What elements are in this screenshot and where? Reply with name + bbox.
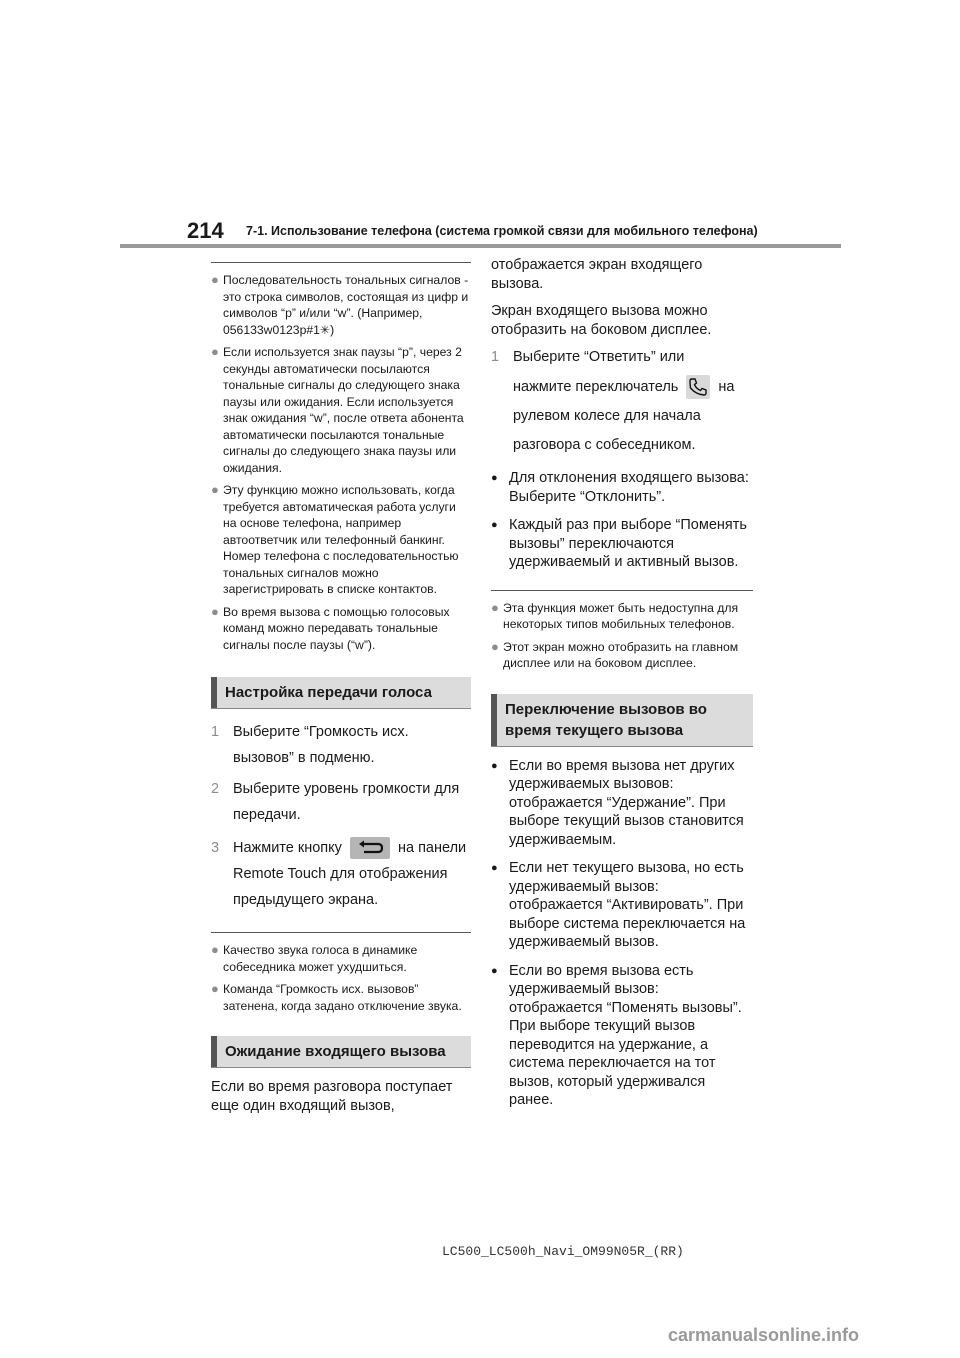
step-number: 2 xyxy=(211,781,220,797)
note-text: Эта функция может быть недоступна для некоторых типов мобильных телефонов. xyxy=(503,600,739,631)
bullet-dot-icon: ● xyxy=(491,964,498,977)
right-column xyxy=(491,256,753,1110)
bullet-item xyxy=(491,469,753,506)
left-column xyxy=(211,256,471,1116)
paragraph: отображается экран входящего вызова. xyxy=(491,257,703,292)
step-text: на xyxy=(718,378,735,395)
section-heading-call-waiting: Ожидание входящего вызова xyxy=(211,1036,471,1067)
step-text: предыдущего экрана. xyxy=(233,892,379,908)
step-item-continued xyxy=(211,863,471,886)
note-item xyxy=(211,604,471,654)
note-dot-icon: ● xyxy=(211,344,219,359)
bullet-item xyxy=(491,516,753,572)
bullet-item xyxy=(491,859,753,952)
section-heading-voice-transmission: Настройка передачи голоса xyxy=(211,677,471,708)
step-item-continued xyxy=(211,804,471,827)
note-item xyxy=(491,639,753,672)
note-item xyxy=(211,482,471,598)
note-text: Во время вызова с помощью голосовых команд можно передавать тональные сигналы после паузы (“w”). xyxy=(223,604,450,652)
return-arrow-icon xyxy=(350,837,390,859)
step-item-continued xyxy=(491,434,753,457)
section-underline xyxy=(211,1067,471,1068)
step-item xyxy=(491,346,753,369)
note-item xyxy=(211,942,471,975)
step-item-continued xyxy=(211,889,471,912)
note-dot-icon: ● xyxy=(211,942,219,957)
step-number: 1 xyxy=(491,349,500,365)
step-item xyxy=(211,721,471,744)
bullet-dot-icon: ● xyxy=(491,472,498,484)
note-dot-icon: ● xyxy=(211,603,219,619)
step-item-continued xyxy=(491,405,753,428)
header-divider xyxy=(120,244,841,248)
step-text: Нажмите кнопку xyxy=(233,840,342,856)
step-text: рулевом колесе для начала xyxy=(513,408,701,424)
section-underline xyxy=(491,746,753,747)
bullet-text: Если нет текущего вызова, но есть удерживаемый вызов: отображается “Активировать”. При выборе система переключается на удерживаемый вызов. xyxy=(509,860,746,950)
step-text: на панели xyxy=(397,840,467,856)
bullet-item xyxy=(491,962,753,1110)
step-item xyxy=(211,778,471,801)
note-item xyxy=(491,600,753,633)
bullet-dot-icon: ● xyxy=(491,759,498,772)
step-text: Выберите “Ответить” или xyxy=(513,349,685,365)
phone-icon xyxy=(686,375,710,399)
note-text: Последовательность тональных сигналов - это строка символов, состоящая из цифр и символов “p” и/или “w”. (Например, 056133w0123p#1✳) xyxy=(223,273,469,337)
step-text: передачи. xyxy=(233,807,301,823)
note-dot-icon: ● xyxy=(491,638,499,654)
note-text: Качество звука голоса в динамике собеседника может ухудшиться. xyxy=(223,943,418,974)
bullet-text: Для отклонения входящего вызова: Выберите “Отклонить”. xyxy=(509,470,749,505)
note-text: Этот экран можно отобразить на главном дисплее или на боковом дисплее. xyxy=(503,639,739,670)
bullet-dot-icon: ● xyxy=(491,862,498,874)
bullet-dot-icon: ● xyxy=(491,519,498,531)
step-item xyxy=(211,837,471,860)
note-text: Эту функцию можно использовать, когда требуется автоматическая работа услуги на основе телефона, например автоответчик или телефонный банкинг. Номер телефона с последовательностью тональных сигналов можно зарегистрировать в списке контактов. xyxy=(223,483,459,596)
step-item-continued xyxy=(211,747,471,770)
bullet-text: Если во время вызова нет других удерживаемых вызовов: отображается “Удержание”. При выборе текущий вызов становится удерживаемым. xyxy=(509,757,744,848)
note-item xyxy=(211,344,471,476)
step-item-continued xyxy=(491,375,753,399)
note-dot-icon: ● xyxy=(491,599,499,615)
note-text: Если используется знак паузы “p”, через 2 секунды автоматически посылаются тональные сигналы до следующего знака паузы или ожидания. Если используется знак ожидания “w”, после ответа абонента автоматически посылаются тональные сигналы до следующего знака паузы или ожидания. xyxy=(223,345,464,475)
step-text: Выберите уровень громкости для xyxy=(233,781,460,797)
note-item xyxy=(211,272,471,338)
step-text: Remote Touch для отображения xyxy=(233,866,448,882)
bullet-text: Каждый раз при выборе “Поменять вызовы” переключаются удерживаемый и активный вызов. xyxy=(509,517,747,570)
page-number: 214 xyxy=(187,218,224,243)
watermark: carmanualsonline.info xyxy=(668,1325,860,1345)
step-text: Выберите “Громкость исх. xyxy=(233,724,409,740)
chapter-title: 7-1. Использование телефона (система громкой связи для мобильного телефона) xyxy=(246,224,758,238)
note-item xyxy=(211,981,471,1014)
bullet-text: Если во время вызова есть удерживаемый вызов: отображается “Поменять вызовы”. При выборе текущий вызов переводится на удержание, а система переключается на тот вызов, который удерживался ранее. xyxy=(509,962,742,1108)
note-dot-icon: ● xyxy=(211,981,219,996)
document-code: LC500_LC500h_Navi_OM99N05R_(RR) xyxy=(442,1244,684,1259)
paragraph: Экран входящего вызова можно отобразить на боковом дисплее. xyxy=(491,303,712,338)
paragraph: Если во время разговора поступает еще один входящий вызов, xyxy=(211,1079,453,1114)
step-number: 3 xyxy=(211,840,220,856)
section-heading-switch-calls: Переключение вызовов во время текущего вызова xyxy=(491,694,753,746)
note-text: Команда “Громкость исх. вызовов” затенена, когда задано отключение звука. xyxy=(223,982,462,1013)
step-text: вызовов” в подменю. xyxy=(233,750,375,766)
step-number: 1 xyxy=(211,724,220,740)
step-text: разговора с собеседником. xyxy=(513,437,696,453)
step-text: нажмите переключатель xyxy=(513,378,679,395)
note-dot-icon: ● xyxy=(211,482,219,497)
bullet-item xyxy=(491,757,753,850)
note-dot-icon: ● xyxy=(211,272,219,287)
section-underline xyxy=(211,708,471,709)
